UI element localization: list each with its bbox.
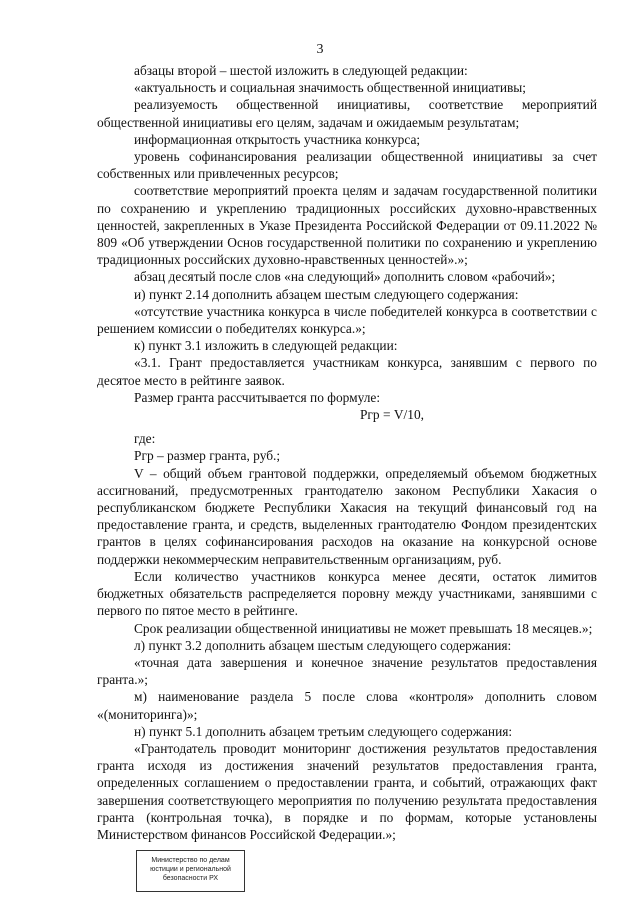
paragraph: где: — [134, 431, 156, 447]
paragraph: уровень софинансирования реализации общественной инициативы за счет собственных или привлеченных ресурсов; — [97, 149, 597, 182]
paragraph: абзац десятый после слов «на следующий» дополнить словом «рабочий»; — [134, 269, 556, 285]
paragraph: м) наименование раздела 5 после слова «контроля» дополнить словом «(мониторинга)»; — [97, 689, 597, 722]
paragraph: к) пункт 3.1 изложить в следующей редакции: — [134, 338, 398, 354]
paragraph: «3.1. Грант предоставляется участникам конкурса, занявшим с первого по десятое место в рейтинге заявок. — [97, 355, 597, 388]
paragraph: Если количество участников конкурса менее десяти, остаток лимитов бюджетных обязательств распределяется поровну между участниками, занявшими с первого по пятое место в рейтинге. — [97, 568, 597, 619]
formula: Ргр = V/10, — [359, 407, 424, 423]
paragraph: Срок реализации общественной инициативы не может превышать 18 месяцев.»; — [134, 620, 593, 636]
paragraph: «точная дата завершения и конечное значение результатов предоставления гранта.»; — [97, 654, 597, 688]
paragraph: «актуальность и социальная значимость общественной инициативы; — [134, 80, 527, 96]
paragraph: информационная открытость участника конкурса; — [134, 131, 421, 147]
stamp-line: Министерство по делам — [151, 857, 230, 864]
page-number: 3 — [316, 42, 324, 57]
paragraph: соответствие мероприятий проекта целям и задачам государственной политики по сохранению и укреплению традиционных российских духовно-нравственных ценностей, закрепленных в Указе Президента Российской Федерации от 09.11.2022 № 809 «Об утверждении Основ государственной политики по сохранению и укреплению традиционных российских духовно-нравственных ценностей».»; — [97, 183, 597, 268]
stamp-line: юстиции и региональной — [150, 866, 231, 873]
registration-stamp — [136, 850, 245, 892]
document-body — [97, 62, 597, 843]
paragraph: Ргр – размер гранта, руб.; — [134, 448, 281, 464]
paragraph: «отсутствие участника конкурса в числе победителей конкурса в соответствии с решением комиссии о победителях конкурса.»; — [97, 303, 597, 337]
paragraph: и) пункт 2.14 дополнить абзацем шестым следующего содержания: — [134, 286, 519, 302]
paragraph: «Грантодатель проводит мониторинг достижения результатов предоставления гранта исходя из достижения значений результатов предоставления гранта, определенных соглашением о предоставлении гранта, и событий, отражающих факт завершения соответствующего мероприятия по получению результата предоставления гранта (контрольная точка), в порядке и по формам, которые установлены Министерством финансов Российской Федерации.»; — [97, 740, 597, 842]
stamp-line: безопасности РХ — [162, 875, 219, 882]
paragraph: н) пункт 5.1 дополнить абзацем третьим следующего содержания: — [134, 723, 513, 739]
paragraph: л) пункт 3.2 дополнить абзацем шестым следующего содержания: — [134, 637, 512, 653]
paragraph: абзацы второй – шестой изложить в следующей редакции: — [134, 63, 468, 78]
paragraph: V – общий объем грантовой поддержки, определяемый объемом бюджетных ассигнований, предусмотренных грантодателю законом Республики Хакасия о республиканском бюджете Республики Хакасия на текущий финансовый год на предоставление гранта, и средств, выделенных грантодателю Фондом президентских грантов в целях софинансирования расходов на оказание на конкурсной основе поддержки некоммерческим неправительственным организациям, руб. — [97, 465, 597, 567]
paragraph: реализуемость общественной инициативы, соответствие мероприятий общественной инициативы его целям, задачам и ожидаемым результатам; — [97, 97, 597, 130]
paragraph: Размер гранта рассчитывается по формуле: — [134, 389, 381, 405]
